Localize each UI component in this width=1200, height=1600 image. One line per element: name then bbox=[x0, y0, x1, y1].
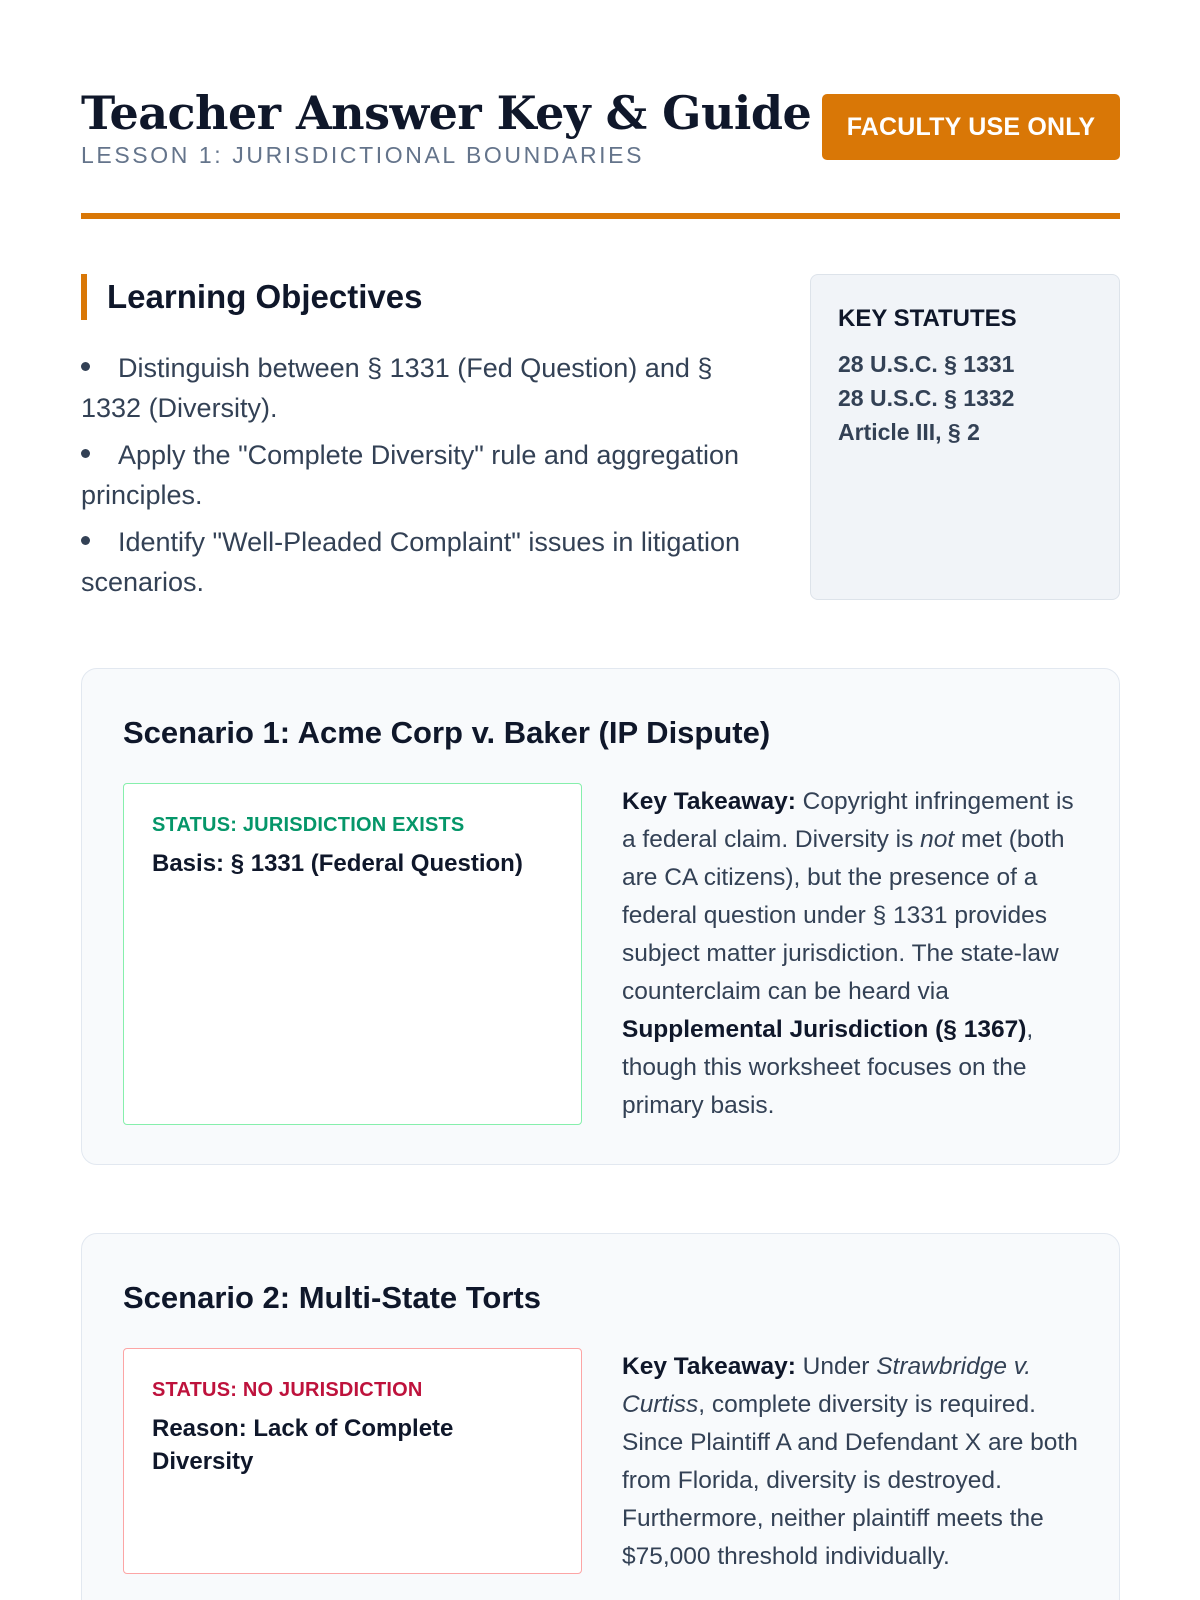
statute-item: Article III, § 2 bbox=[838, 419, 980, 445]
statute-item: 28 U.S.C. § 1332 bbox=[838, 385, 1015, 411]
bullet-icon bbox=[81, 449, 90, 458]
objective-text: Distinguish between § 1331 (Fed Question) and § 1332 (Diversity). bbox=[81, 353, 713, 423]
status-basis: Basis: § 1331 (Federal Question) bbox=[152, 850, 523, 877]
objectives-title: Learning Objectives bbox=[107, 278, 423, 315]
objectives-list bbox=[81, 348, 761, 602]
takeaway-text: Under bbox=[795, 1353, 877, 1380]
key-takeaway bbox=[622, 1348, 1092, 1576]
takeaway-label: Key Takeaway: bbox=[622, 788, 796, 815]
takeaway-text: met (both are CA citizens), but the presence of a federal question under § 1331 provides subject matter jurisdiction. The state-law counterclaim can be heard via bbox=[622, 826, 1065, 1005]
key-takeaway bbox=[622, 783, 1092, 1125]
key-statutes-panel bbox=[810, 274, 1120, 600]
faculty-badge: FACULTY USE ONLY bbox=[822, 94, 1120, 160]
status-reason: Reason: Lack of Complete Diversity bbox=[152, 1415, 454, 1475]
scenario-title: Scenario 2: Multi-State Torts bbox=[123, 1280, 541, 1315]
statutes-title: KEY STATUTES bbox=[838, 305, 1017, 332]
bullet-icon bbox=[81, 536, 90, 545]
accent-bar bbox=[81, 274, 87, 320]
scenario-card-1 bbox=[81, 668, 1120, 1165]
objective-text: Apply the "Complete Diversity" rule and aggregation principles. bbox=[81, 440, 739, 510]
status-label: STATUS: JURISDICTION EXISTS bbox=[152, 814, 465, 836]
objective-text: Identify "Well-Pleaded Complaint" issues in litigation scenarios. bbox=[81, 527, 740, 597]
statute-item: 28 U.S.C. § 1331 bbox=[838, 351, 1015, 377]
scenario-title: Scenario 1: Acme Corp v. Baker (IP Dispute) bbox=[123, 715, 771, 750]
bullet-icon bbox=[81, 362, 90, 371]
list-item bbox=[81, 348, 761, 428]
status-label: STATUS: NO JURISDICTION bbox=[152, 1379, 423, 1401]
scenario-card-2 bbox=[81, 1233, 1120, 1600]
takeaway-text: , complete diversity is required. Since Plaintiff A and Defendant X are both from Florida, diversity is destroyed. Furthermore, neither plaintiff meets the $75,000 threshold individually. bbox=[622, 1391, 1078, 1570]
takeaway-emphasis: Strawbridge v. Curtiss bbox=[622, 1353, 1031, 1418]
list-item bbox=[81, 522, 761, 602]
takeaway-strong: Supplemental Jurisdiction (§ 1367) bbox=[622, 1016, 1027, 1043]
status-box bbox=[123, 783, 582, 1125]
page-header bbox=[81, 86, 1120, 222]
takeaway-text: Copyright infringement is a federal claim. Diversity is bbox=[622, 788, 1074, 853]
lesson-subtitle: LESSON 1: JURISDICTIONAL BOUNDARIES bbox=[81, 142, 645, 168]
header-divider bbox=[81, 213, 1120, 219]
learning-objectives bbox=[81, 274, 761, 609]
takeaway-emphasis: not bbox=[920, 826, 955, 853]
status-box bbox=[123, 1348, 582, 1574]
takeaway-label: Key Takeaway: bbox=[622, 1353, 796, 1380]
list-item bbox=[81, 435, 761, 515]
page-title: Teacher Answer Key & Guide bbox=[81, 86, 812, 140]
takeaway-text: , though this worksheet focuses on the primary basis. bbox=[622, 1016, 1034, 1119]
objectives-heading bbox=[81, 274, 761, 320]
